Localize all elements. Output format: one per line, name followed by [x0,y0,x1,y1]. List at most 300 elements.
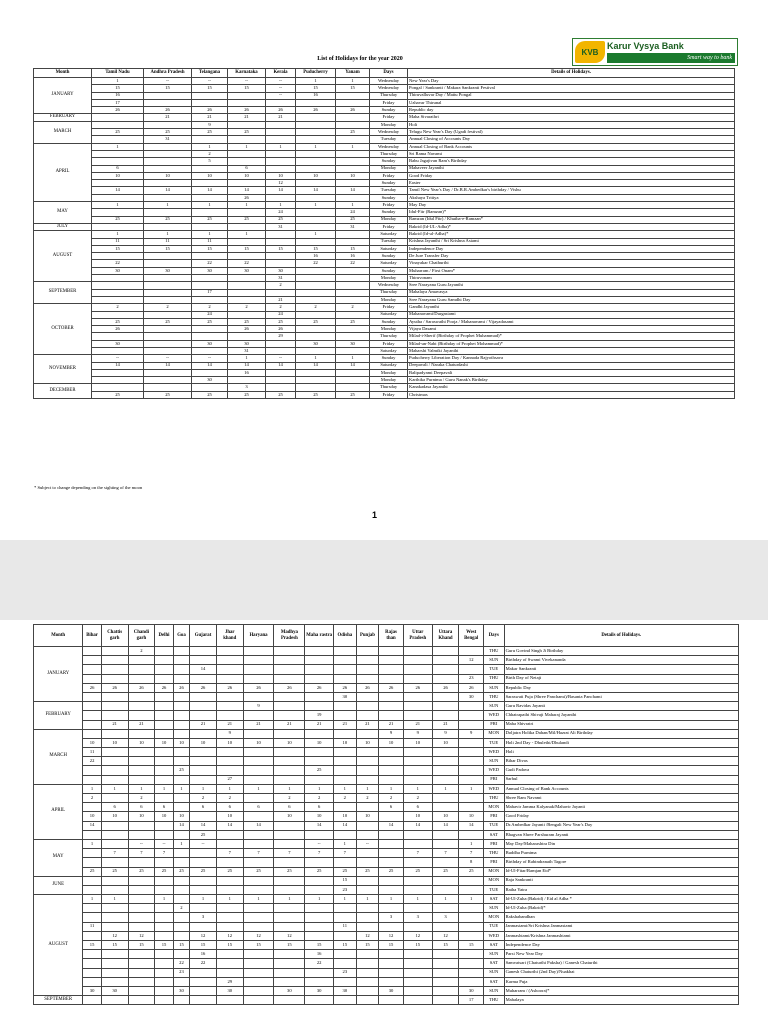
table-cell: 6 [155,803,173,812]
table-cell: 25 [92,318,144,325]
table-cell: 14 [266,362,296,369]
table-cell: SUN [484,757,505,766]
table-cell [144,180,192,187]
table-cell [336,384,370,391]
table-cell: 1 [173,784,189,793]
table-cell [274,665,305,674]
month-cell: JULY [34,223,92,230]
table-cell: 25 [192,391,228,398]
table-cell: 25 [305,867,334,876]
table-row [34,986,739,995]
column-header: Month [34,625,83,647]
table-cell: 15 [305,941,334,950]
table-cell [228,150,266,157]
table-cell: 14 [459,821,484,830]
table-cell [296,238,336,245]
table-row [34,794,739,803]
table-cell [155,876,173,885]
table-cell: 7 [216,849,243,858]
table-cell [356,711,379,720]
table-cell: 21 [432,720,459,729]
table-cell [83,977,101,986]
table-cell: 9 [432,729,459,738]
table-cell [432,922,459,931]
table-cell [173,702,189,711]
table-cell: 30 [334,986,357,995]
table-row [34,729,739,738]
table-cell [243,830,274,839]
table-cell: 30 [459,986,484,995]
table-cell [173,692,189,701]
table-cell: 10 [216,812,243,821]
holiday-detail-cell: Ayutha / Saraswathi Pooja / Mahanavami / Vijayadasami [408,318,735,325]
table-cell [92,253,144,260]
table-cell [403,775,432,784]
holiday-detail-cell: Maharshi Valmiki Jayanthi [408,347,735,354]
table-row [34,275,735,282]
table-cell: 22 [336,260,370,267]
table-cell: 1 [83,895,101,904]
table-cell [192,92,228,99]
table-cell [128,665,155,674]
table-cell: SUN [484,950,505,959]
table-cell [356,665,379,674]
table-cell: 2 [128,647,155,656]
table-cell [155,748,173,757]
table-cell: Monday [370,326,408,333]
table-cell [403,986,432,995]
table-cell: 19 [305,711,334,720]
table-cell [228,311,266,318]
table-cell [173,977,189,986]
table-cell [379,839,404,848]
month-cell: JUNE [34,876,83,894]
table-cell [296,165,336,172]
table-cell [336,267,370,274]
table-cell [83,858,101,867]
table-cell: 14 [432,821,459,830]
table-cell [334,702,357,711]
holiday-detail-cell: Saraswati Puja (Shree Panchami)/Basanta Panchami [504,692,738,701]
table-cell [83,656,101,665]
table-cell [190,885,217,894]
table-cell: 30 [228,267,266,274]
table-cell [243,913,274,922]
column-header: Days [370,69,408,78]
table-cell [274,674,305,683]
table-cell [216,647,243,656]
table-row [34,158,735,165]
table-cell [403,959,432,968]
table-cell [190,656,217,665]
table-cell: Saturday [370,311,408,318]
table-row [34,647,739,656]
table-cell: 30 [296,340,336,347]
table-cell: THU [484,647,505,656]
table-row [34,165,735,172]
table-cell: 25 [432,867,459,876]
table-cell: 21 [144,114,192,121]
table-cell: 25 [92,391,144,398]
table-cell: Monday [370,296,408,303]
table-cell: 14 [190,665,217,674]
table-cell [243,794,274,803]
table-cell [144,150,192,157]
table-cell [296,194,336,201]
table-cell: Sunday [370,107,408,114]
table-cell [243,876,274,885]
table-cell [101,748,128,757]
table-cell [216,996,243,1005]
table-cell: 25 [83,867,101,876]
table-cell [336,347,370,354]
table-cell [92,311,144,318]
table-cell: 15 [336,85,370,92]
table-cell [173,931,189,940]
table-cell [173,830,189,839]
table-row [34,959,739,968]
table-cell: 2 [216,794,243,803]
table-cell [144,99,192,106]
table-row [34,904,739,913]
table-cell [243,968,274,977]
table-row [34,895,739,904]
table-row [34,950,739,959]
table-cell: 9 [192,121,228,128]
table-cell [128,830,155,839]
bank-logo [572,38,738,66]
holiday-detail-cell: Milad-un-Nabi (Birthday of Prophet Mohammad)* [408,340,735,347]
table-cell [190,692,217,701]
table-row [34,326,735,333]
column-header: Uttar Pradesh [403,625,432,647]
table-cell [83,996,101,1005]
table-cell: 1 [155,784,173,793]
table-cell [459,885,484,894]
table-cell [432,757,459,766]
table-cell: 7 [334,849,357,858]
table-cell [336,369,370,376]
table-cell: 6 [92,165,144,172]
column-header: Tamil Nadu [92,69,144,78]
table-cell [92,209,144,216]
table-cell: 2 [379,794,404,803]
table-cell [228,121,266,128]
table-cell [128,895,155,904]
table-cell: -- [128,839,155,848]
table-cell: 21 [266,296,296,303]
table-cell: 26 [266,107,296,114]
table-cell: 12 [403,931,432,940]
table-cell [432,702,459,711]
table-cell [266,194,296,201]
table-cell [296,223,336,230]
table-cell [216,748,243,757]
table-cell: 10 [356,812,379,821]
table-cell [173,913,189,922]
month-cell: APRIL [34,143,92,201]
table-cell [379,968,404,977]
table-cell [83,968,101,977]
table-cell [356,922,379,931]
table-cell: 10 [173,738,189,747]
table-cell: 30 [459,692,484,701]
table-cell [228,92,266,99]
table-cell: 25 [144,318,192,325]
table-cell: 1 [432,895,459,904]
table-cell [101,766,128,775]
table-cell [274,830,305,839]
table-cell: -- [266,355,296,362]
table-cell [101,977,128,986]
table-cell [243,950,274,959]
table-cell [296,121,336,128]
table-row [34,304,735,311]
table-cell: 30 [336,340,370,347]
table-cell: Saturday [370,260,408,267]
table-cell [336,99,370,106]
table-cell [216,766,243,775]
table-cell [144,296,192,303]
table-cell [403,656,432,665]
table-cell [83,931,101,940]
table-cell: THU [484,692,505,701]
table-row [34,748,739,757]
table-cell: 25 [92,216,144,223]
holiday-table-north [33,624,739,1005]
table-cell: 14 [266,187,296,194]
holiday-detail-cell: Bakrid (Id-UL-Adha)* [408,223,735,230]
table-cell: 1 [403,784,432,793]
table-cell [144,333,192,340]
table-cell [305,885,334,894]
table-cell: 22 [190,959,217,968]
table-cell: 30 [173,986,189,995]
table-cell [144,326,192,333]
table-cell: 1 [243,895,274,904]
table-cell [334,977,357,986]
table-cell [296,209,336,216]
holiday-detail-cell: Easter [408,180,735,187]
table-cell [334,656,357,665]
table-cell [432,794,459,803]
table-cell: Wednesday [370,85,408,92]
table-cell [155,977,173,986]
table-row [34,692,739,701]
table-cell [379,977,404,986]
table-cell: 7 [243,849,274,858]
table-row [34,656,739,665]
table-cell: 25 [228,129,266,136]
table-cell: 25 [379,867,404,876]
logo-name: Karur Vysya Bank [607,41,684,51]
table-cell: 15 [101,941,128,950]
table-cell: MON [484,876,505,885]
table-cell: 31 [228,347,266,354]
month-cell: MARCH [34,729,83,784]
table-cell: 16 [296,253,336,260]
table-cell [228,99,266,106]
table-cell: 30 [83,986,101,995]
table-cell: 15 [296,85,336,92]
table-cell [101,950,128,959]
table-cell [432,830,459,839]
table-cell [92,158,144,165]
table-cell [155,858,173,867]
table-cell: 2 [305,794,334,803]
table-cell: THU [484,794,505,803]
table-cell: 30 [101,986,128,995]
table-cell [334,931,357,940]
table-cell: -- [266,85,296,92]
table-cell: 15 [459,941,484,950]
table-cell: 10 [274,812,305,821]
table-cell: 15 [192,245,228,252]
holiday-detail-cell: Gudi Padava [504,766,738,775]
table-cell: 26 [216,683,243,692]
table-cell: 31 [266,223,296,230]
table-cell: TUE [484,665,505,674]
table-cell: 25 [173,766,189,775]
table-cell: 1 [305,895,334,904]
table-cell [190,876,217,885]
table-row [34,922,739,931]
table-cell: 15 [173,941,189,950]
table-cell: 26 [92,107,144,114]
table-cell: 7 [128,849,155,858]
table-cell [266,129,296,136]
table-cell: 30 [92,340,144,347]
table-cell [144,165,192,172]
table-cell [459,775,484,784]
table-row [34,150,735,157]
column-header: West Bengal [459,625,484,647]
table-cell: 15 [296,245,336,252]
table-cell [336,282,370,289]
table-cell [101,858,128,867]
table-cell [336,289,370,296]
table-cell: 2 [274,794,305,803]
table-cell [356,766,379,775]
table-cell: 16 [296,92,336,99]
table-cell [155,922,173,931]
table-cell [243,839,274,848]
holiday-detail-cell: Republic day [408,107,735,114]
holiday-detail-cell: Karthika Purnima / Guru Nanak's Birthday [408,377,735,384]
table-cell: 10 [296,172,336,179]
table-cell [379,656,404,665]
table-cell [334,674,357,683]
table-cell: 21 [305,720,334,729]
table-cell [243,766,274,775]
table-cell [266,289,296,296]
table-cell: 2 [92,304,144,311]
table-cell: 10 [459,812,484,821]
table-cell [403,858,432,867]
table-cell [403,968,432,977]
table-cell [266,121,296,128]
table-cell [190,986,217,995]
holiday-detail-cell: Mahanavami/Durgastami [408,311,735,318]
table-cell [128,748,155,757]
table-cell: 1 [173,839,189,848]
table-cell [190,748,217,757]
table-cell [356,885,379,894]
table-cell [101,968,128,977]
table-cell [192,180,228,187]
table-cell [336,165,370,172]
table-cell [101,876,128,885]
table-cell: 25 [144,216,192,223]
column-header: Odisha [334,625,357,647]
table-cell [155,656,173,665]
table-row [34,187,735,194]
table-row [34,99,735,106]
table-cell [83,647,101,656]
table-cell: 3 [403,913,432,922]
table-cell: Sunday [370,267,408,274]
table-cell [432,904,459,913]
table-cell: 1 [296,355,336,362]
table-cell [228,136,266,143]
column-header: Details of Holidays. [408,69,735,78]
holiday-detail-cell: Annual Closing of Accounts Day [408,136,735,143]
table-cell [356,950,379,959]
table-cell: SUN [484,904,505,913]
table-cell [192,275,228,282]
table-cell: Wednesday [370,143,408,150]
table-row [34,311,735,318]
table-cell [83,702,101,711]
table-cell [334,959,357,968]
table-cell [274,913,305,922]
table-cell: 10 [403,738,432,747]
table-row [34,391,735,398]
table-cell: 25 [296,318,336,325]
table-cell: 15 [403,941,432,950]
table-cell: WED [484,711,505,720]
table-cell [92,296,144,303]
table-cell [459,950,484,959]
table-cell [216,876,243,885]
table-cell: 26 [190,683,217,692]
table-cell: -- [190,839,217,848]
table-cell [101,711,128,720]
table-cell [274,729,305,738]
table-cell [101,830,128,839]
table-cell: 1 [243,784,274,793]
table-cell: 10 [379,738,404,747]
holiday-detail-cell: Maha Sivarathri [408,114,735,121]
table-cell [334,748,357,757]
table-cell [243,904,274,913]
table-cell [379,775,404,784]
table-cell [296,369,336,376]
table-cell: 24 [192,311,228,318]
table-cell: 15 [243,941,274,950]
table-cell: 29 [216,977,243,986]
table-cell [216,950,243,959]
table-cell: 26 [83,683,101,692]
table-cell [155,986,173,995]
table-cell: 11 [83,748,101,757]
table-cell [190,996,217,1005]
table-cell: 14 [192,362,228,369]
table-cell [274,904,305,913]
table-cell: -- [144,355,192,362]
table-row [34,362,735,369]
table-cell [459,647,484,656]
